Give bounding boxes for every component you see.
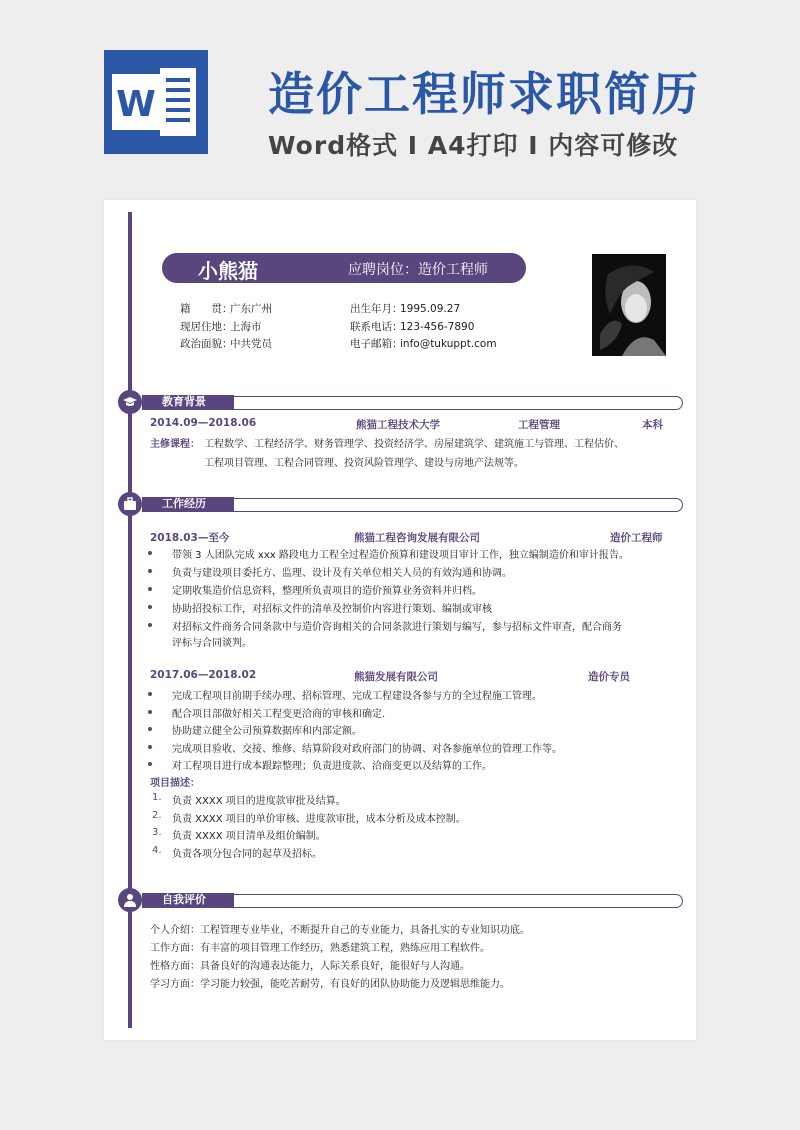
profile-photo (592, 254, 666, 356)
info-native-place: 籍 贯：广东广州 (180, 303, 272, 315)
applied-position: 应聘岗位：造价工程师 (348, 262, 488, 278)
briefcase-icon (118, 492, 142, 516)
self-eval-line: 学习方面：学习能力较强，能吃苦耐劳，有良好的团队协助能力及逻辑思维能力。 (150, 979, 510, 990)
info-phone: 联系电话：123-456-7890 (350, 321, 475, 333)
job2-company: 熊猫发展有限公司 (354, 671, 438, 683)
info-political-status: 政治面貌：中共党员 (180, 338, 272, 350)
edu-degree: 本科 (642, 419, 663, 431)
graduation-cap-icon (118, 390, 142, 414)
section-work (118, 492, 684, 516)
name-bar (162, 253, 526, 283)
section-title: 自我评价 (142, 893, 234, 907)
edu-courses-label: 主修课程： (150, 439, 200, 450)
job1-company: 熊猫工程咨询发展有限公司 (354, 532, 480, 544)
person-icon (118, 888, 142, 912)
edu-school: 熊猫工程技术大学 (356, 419, 440, 431)
job1-bullet-continued: 评标与合同谈判。 (172, 638, 252, 649)
self-eval-line: 个人介绍：工程管理专业毕业，不断提升自己的专业能力，具备扎实的专业知识功底。 (150, 925, 530, 936)
info-birth: 出生年月：1995.09.27 (350, 303, 461, 315)
edu-courses-line2: 工程项目管理、工程合同管理、投资风险管理学、建设与房地产法规等。 (204, 458, 524, 469)
edu-courses-line1: 工程数学、工程经济学、财务管理学、投资经济学、房屋建筑学、建筑施工与管理、工程估价、 (204, 439, 624, 450)
banner-subtitle: Word格式 I A4打印 I 内容可修改 (268, 131, 679, 160)
edu-period: 2014.09—2018.06 (150, 417, 257, 429)
info-residence: 现居住地：上海市 (180, 321, 262, 333)
banner-title: 造价工程师求职简历 (268, 67, 700, 121)
candidate-name: 小熊猫 (198, 259, 258, 283)
word-file-icon (104, 50, 208, 154)
section-self-evaluation (118, 888, 684, 912)
section-education (118, 390, 684, 414)
self-eval-line: 工作方面：有丰富的项目管理工作经历，熟悉建筑工程，熟练应用工程软件。 (150, 943, 490, 954)
edu-major: 工程管理 (518, 419, 560, 431)
self-eval-line: 性格方面：具备良好的沟通表达能力，人际关系良好，能很好与人沟通。 (150, 961, 470, 972)
word-icon-letter: W (116, 84, 156, 125)
section-title: 教育背景 (142, 395, 234, 409)
resume-page: 小熊猫 应聘岗位：造价工程师 籍 贯：广东广州 现居住地：上海市 政治面貌：中共党员 出生年月：1995.09.27 联系电话：123-456-7890 电子邮箱：info@tukuppt.com 教育背景 2014.09—2018.06 熊猫工程技术大学 工程管理 本科 主修课程： 工程数学、工程经济学、财务管理学、投资经济学、房屋建筑学、建筑施工与管理、工程估价、 工程项目管理、工程合同管理、投资风险管理学、建设与房地产法规等。 工作经历 2018.03—至今 熊猫工程咨询发展有限公司 造价工程师 带领 3 人团队完成 xxx 路段电力工程全过程造价预算和建设项目审计工作，独立编制造价和审计报告。 负责与建设项目委托方、监理、设计及有关单位相关人员的有效沟通和协调。 定期收集造价信息资料，整理所负责项目的造价预算业务资料并归档。 协助招投标工作，对招标文件的清单及控制价内容进行策划、编制或审核 对招标文件商务合同条款中与造价咨询相关的合同条款进行策划与编写，参与招标文件审查，配合商务 评标与合同谈判。 2017.06—2018.02 熊猫发展有限公司 造价专员 完成工程项目前期手续办理、招标管理、完成工程建设各参与方的全过程施工管理。 配合项目部做好相关工程变更洽商的审核和确定. 协助建立健全公司预算数据库和内部定额。 完成项目验收、交接、维修、结算阶段对政府部门的协调、对各参施单位的管理工作等。 对工程项目进行成本跟踪整理；负责进度款、洽商变更以及结算的工作。 项目描述： 1. 负责 XXXX 项目的进度款审批及结算。 2. 负责 XXXX 项目的单价审核、进度款审批，成本分析及成本控制。 3. 负责 XXXX 项目清单及组价编制。 4. 负责各项分包合同的起草及招标。 自我评价 个人介绍：工程管理专业毕业，不断提升自己的专业能力，具备扎实的专业知识功底。 工作方面：有丰富的项目管理工作经历，熟悉建筑工程，熟练应用工程软件。 性格方面：具备良好的沟通表达能力，人际关系良好，能很好与人沟通。 学习方面：学习能力较强，能吃苦耐劳，有良好的团队协助能力及逻辑思维能力。 (104, 200, 696, 1040)
job2-period: 2017.06—2018.02 (150, 669, 257, 681)
section-title: 工作经历 (142, 497, 234, 511)
job1-role: 造价工程师 (610, 532, 663, 544)
info-email: 电子邮箱：info@tukuppt.com (350, 338, 497, 350)
job1-period: 2018.03—至今 (150, 532, 230, 544)
job2-role: 造价专员 (588, 671, 630, 683)
project-label: 项目描述： (150, 778, 200, 789)
